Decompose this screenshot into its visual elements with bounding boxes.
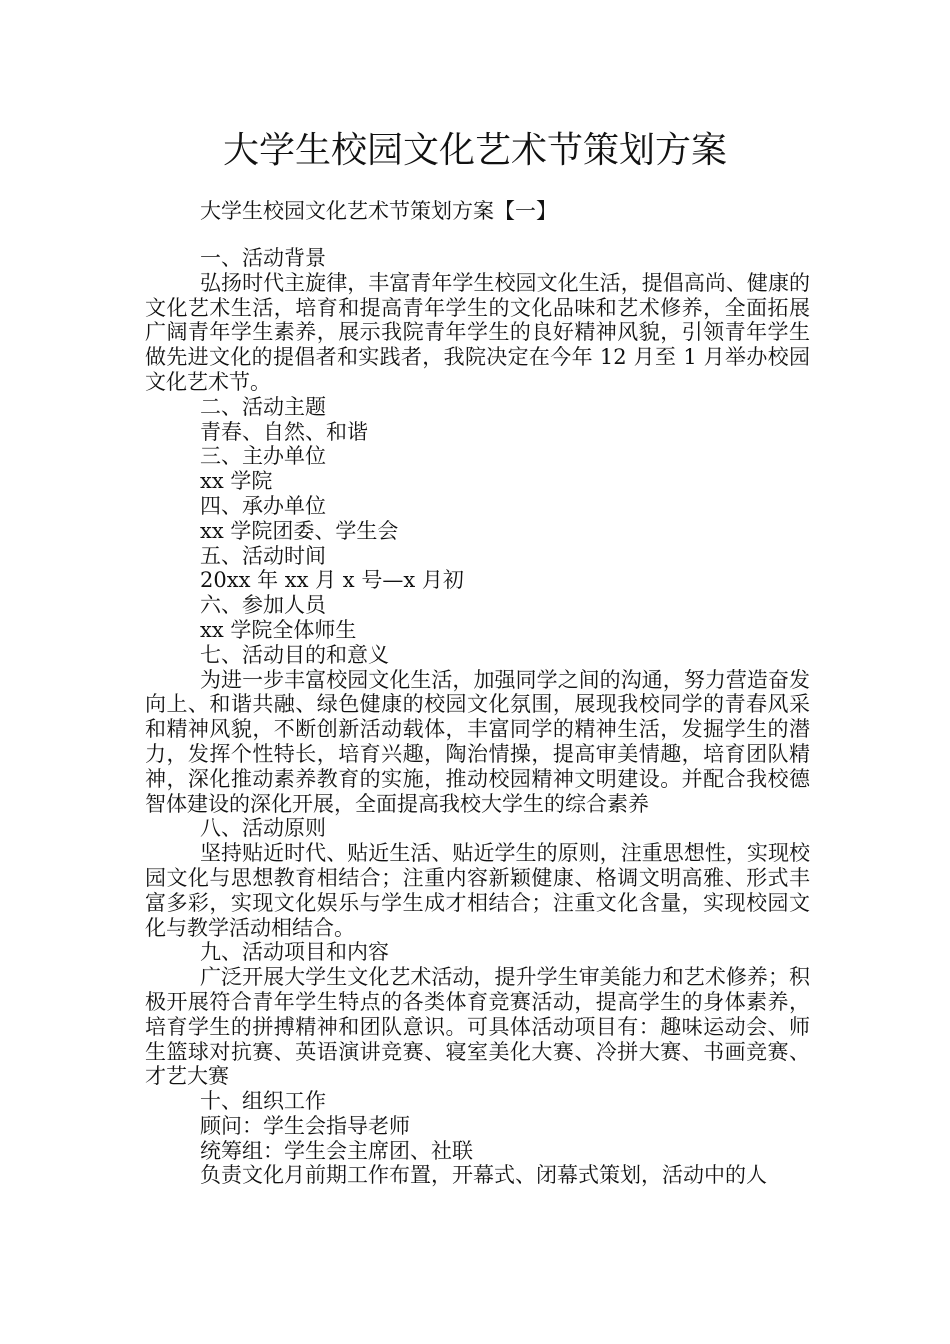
section-heading-background: 一、活动背景 xyxy=(200,246,326,270)
section-body-purpose: 为进一步丰富校园文化生活，加强同学之间的沟通，努力营造奋发向上、和谐共融、绿色健康的校园文化氛围，展现我校同学的青春风采和精神风貌，不断创新活动载体，丰富同学的精神生活，发掘学生的潜力，发挥个性特长，培育兴趣，陶治情操，提高审美情趣，培育团队精神，深化推动素养教育的实施，推动校园精神文明建设。并配合我校德智体建设的深化开展，全面提高我校大学生的综合素养 xyxy=(145,667,810,816)
section-heading-participants: 六、参加人员 xyxy=(200,593,326,618)
organization-responsibility: 负责文化月前期工作布置，开幕式、闭幕式策划，活动中的人 xyxy=(200,1163,767,1188)
section-heading-principles: 八、活动原则 xyxy=(200,816,326,841)
section-heading-activities: 九、活动项目和内容 xyxy=(200,940,389,965)
section-heading-time: 五、活动时间 xyxy=(200,543,326,568)
section-heading-host: 三、主办单位 xyxy=(200,444,326,469)
document-body xyxy=(145,246,810,1188)
organization-coordination-group: 统筹组：学生会主席团、社联 xyxy=(200,1138,473,1163)
section-body-principles: 坚持贴近时代、贴近生活、贴近学生的原则，注重思想性，实现校园文化与思想教育相结合；注重内容新颖健康、格调文明高雅、形式丰富多彩，实现文化娱乐与学生成才相结合；注重文化含量，实现校园文化与教学活动相结合。 xyxy=(145,841,810,940)
document-title: 大学生校园文化艺术节策划方案 xyxy=(222,130,727,171)
section-body-time: 20xx 年 xx 月 x 号—x 月初 xyxy=(200,568,464,593)
organization-advisor: 顾问：学生会指导老师 xyxy=(200,1113,410,1138)
section-body-theme: 青春、自然、和谐 xyxy=(200,419,368,444)
section-body-background: 弘扬时代主旋律，丰富青年学生校园文化生活，提倡高尚、健康的文化艺术生活，培育和提高青年学生的文化品味和艺术修养，全面拓展广阔青年学生素养，展示我院青年学生的良好精神风貌，引领青年学生做先进文化的提倡者和实践者，我院决定在今年 12 月至 1 月举办校园文化艺术节。 xyxy=(145,270,810,394)
section-body-participants: xx 学院全体师生 xyxy=(200,617,357,642)
section-body-host: xx 学院 xyxy=(200,469,273,494)
section-heading-organizer: 四、承办单位 xyxy=(200,493,326,518)
section-body-activities: 广泛开展大学生文化艺术活动，提升学生审美能力和艺术修养；积极开展符合青年学生特点的各类体育竞赛活动，提高学生的身体素养，培育学生的拼搏精神和团队意识。可具体活动项目有：趣味运动会、师生篮球对抗赛、英语演讲竞赛、寝室美化大赛、冷拼大赛、书画竞赛、才艺大赛 xyxy=(145,965,810,1089)
section-heading-theme: 二、活动主题 xyxy=(200,394,326,419)
section-heading-purpose: 七、活动目的和意义 xyxy=(200,642,389,667)
section-heading-organization: 十、组织工作 xyxy=(200,1089,326,1114)
document-subtitle: 大学生校园文化艺术节策划方案【一】 xyxy=(200,199,557,223)
section-body-organizer: xx 学院团委、学生会 xyxy=(200,518,399,543)
